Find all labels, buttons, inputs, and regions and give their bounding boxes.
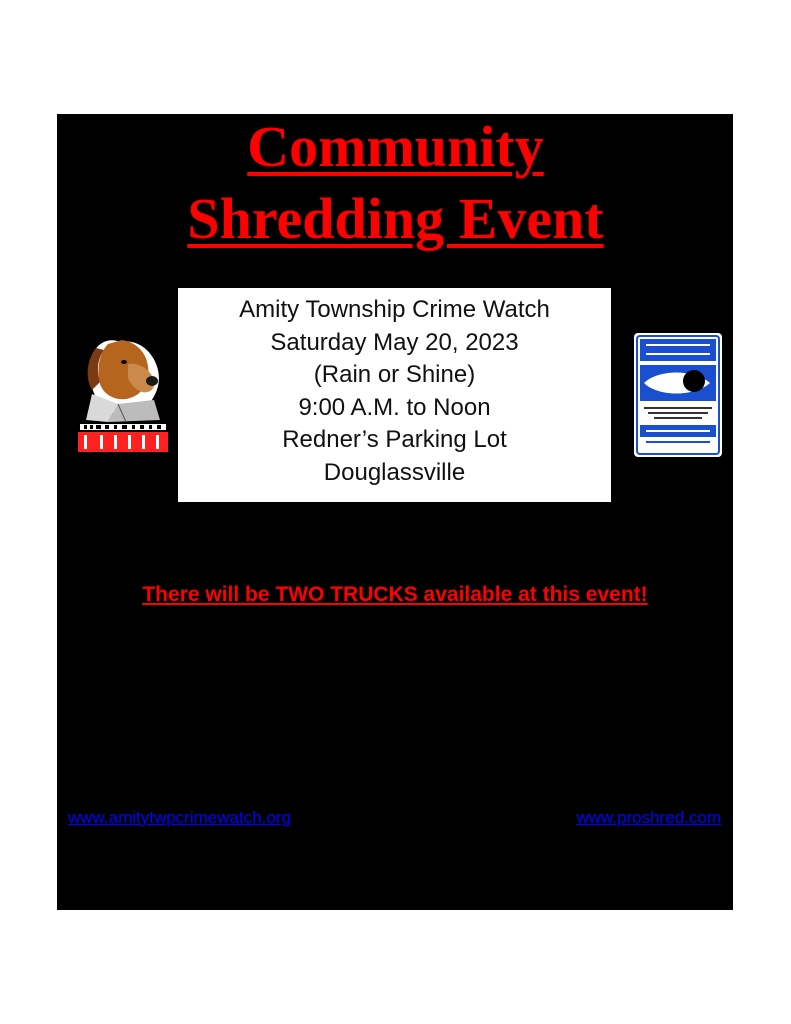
event-date: Saturday May 20, 2023 (270, 328, 519, 356)
event-town: Douglassville (323, 458, 466, 486)
neighborhood-watch-sign-icon (634, 333, 722, 457)
trucks-notice: There will be TWO TRUCKS available at this event! (142, 583, 648, 606)
organizer-name: Amity Township Crime Watch (239, 296, 550, 323)
event-title-line-1: Community (247, 114, 544, 179)
proshred-website-link[interactable]: www.proshred.com (576, 808, 721, 827)
event-time: 9:00 A.M. to Noon (298, 393, 491, 421)
event-title-line-2: Shredding Event (187, 186, 604, 251)
crimewatch-website-link[interactable]: www.amitytwpcrimewatch.org (68, 808, 291, 827)
event-location: Redner’s Parking Lot (282, 426, 507, 453)
mcgruff-dog-icon (78, 324, 168, 454)
event-details-box (178, 288, 611, 502)
weather-note: (Rain or Shine) (313, 361, 476, 388)
